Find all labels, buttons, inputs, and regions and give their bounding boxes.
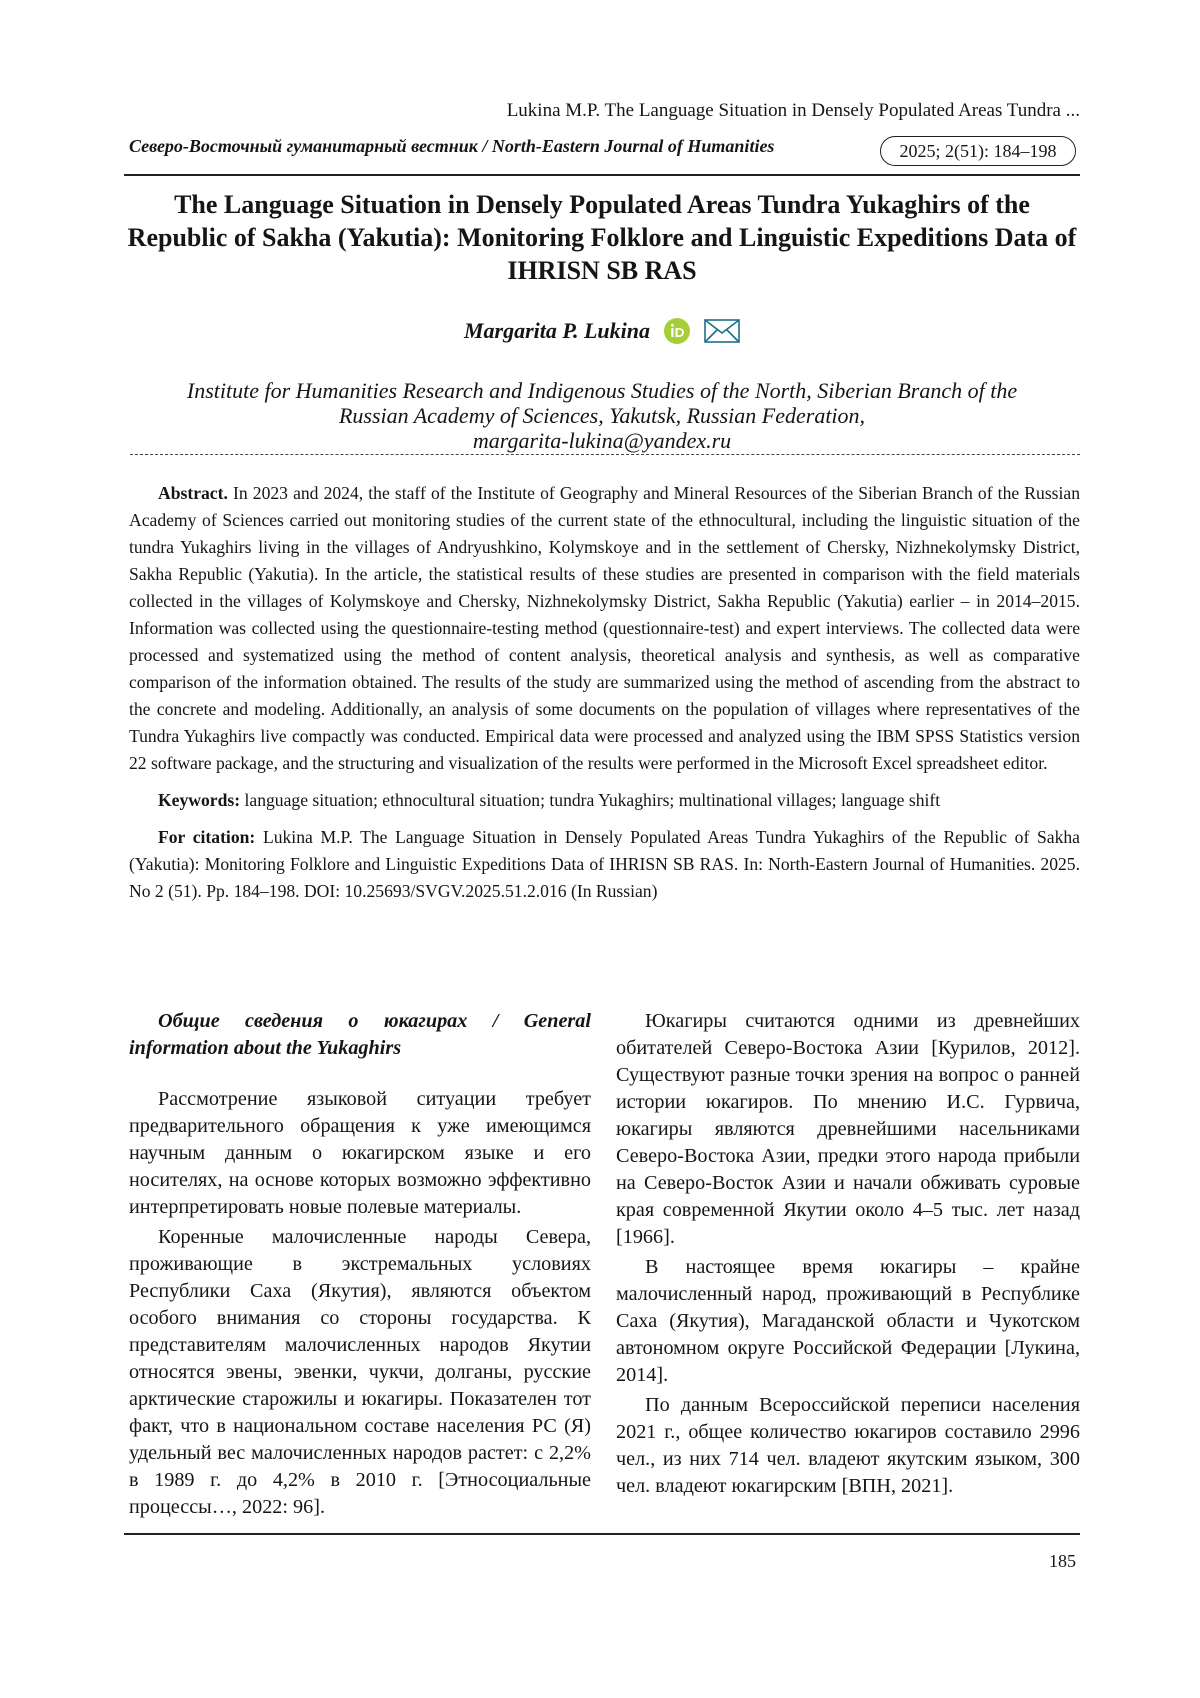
section-heading: Общие сведения о юкагирах / General information about the Yukaghirs: [129, 1010, 591, 1059]
article-title: The Language Situation in Densely Populated Areas Tundra Yukaghirs of the Republic of Sakha (Yakutia): Monitoring Folklore and Linguistic Expeditions Data of IHRISN SB RAS: [127, 190, 1077, 285]
body-paragraph: По данным Всероссийской переписи населения 2021 г., общее количество юкагиров составило 2996 чел., из них 714 чел. владеют якутским языком, 300 чел. владеют юкагирским [ВПН, 2021].: [616, 1394, 1080, 1497]
left-column: [129, 1008, 591, 1524]
orcid-icon[interactable]: [664, 318, 690, 344]
body-paragraph: Юкагиры считаются одними из древнейших обитателей Северо-Востока Азии [Курилов, 2012]. Существуют разные точки зрения на вопрос о ранней истории юкагиров. По мнению И.С. Гурвича, юкагиры являются древнейшими насельниками Северо-Востока Азии, предки этого народа прибыли на Северо-Восток Азии и начали обживать суровые края современной Якутии около 4–5 тыс. лет назад [1966].: [616, 1010, 1080, 1248]
abstract-label: Abstract.: [158, 483, 228, 503]
body-paragraph: В настоящее время юкагиры – крайне малочисленный народ, проживающий в Республике Саха (Якутия), Магаданской области и Чукотском автономном округе Российской Федерации [Лукина, 2014].: [616, 1256, 1080, 1386]
affiliation: [124, 378, 1080, 453]
keywords-text: language situation; ethnocultural situation; tundra Yukaghirs; multinational villages; language shift: [244, 790, 941, 810]
affiliation-org: Institute for Humanities Research and Indigenous Studies of the North, Siberian Branch of the Russian Academy of Sciences, Yakutsk, Russian Federation,: [186, 378, 1018, 428]
citation-label: For citation:: [158, 827, 256, 847]
right-column: [616, 1008, 1080, 1503]
keywords: [129, 787, 1080, 814]
citation: [129, 824, 1080, 905]
page-number: 185: [1049, 1551, 1076, 1571]
author-row: [124, 318, 1080, 344]
issue-badge: 2025; 2(51): 184–198: [880, 136, 1076, 166]
header-rule: [124, 174, 1080, 176]
affiliation-email[interactable]: margarita-lukina@yandex.ru: [472, 428, 732, 453]
abstract: [129, 480, 1080, 777]
dashed-divider: [130, 454, 1080, 455]
footer-rule: [124, 1533, 1080, 1535]
citation-text: Lukina M.P. The Language Situation in Densely Populated Areas Tundra Yukaghirs of the Republic of Sakha (Yakutia): Monitoring Folklore and Linguistic Expeditions Data of IHRISN SB RAS. In: North-Eastern Journal of Humanities. 2025. No 2 (51). Pp. 184–198. DOI: 10.25693/SVGV.2025.51.2.016 (In Russian): [129, 827, 1080, 901]
author-name: Margarita P. Lukina: [463, 318, 651, 343]
journal-name: Северо-Восточный гуманитарный вестник / North-Eastern Journal of Humanities: [129, 136, 775, 156]
running-title: Lukina M.P. The Language Situation in Densely Populated Areas Tundra ...: [506, 100, 1080, 121]
body-paragraph: Коренные малочисленные народы Севера, проживающие в экстремальных условиях Республики Саха (Якутия), являются объектом особого внимания со стороны государства. К представителям малочисленных народов Якутии относятся эвены, эвенки, чукчи, долганы, русские арктические старожилы и юкагиры. Показателен тот факт, что в национальном составе населения РС (Я) удельный вес малочисленных народов растет: с 2,2% в 1989 г. до 4,2% в 2010 г. [Этносоциальные процессы…, 2022: 96].: [129, 1226, 591, 1518]
abstract-section: [129, 480, 1080, 915]
abstract-text: In 2023 and 2024, the staff of the Institute of Geography and Mineral Resources of the Siberian Branch of the Russian Academy of Sciences carried out monitoring studies of the current state of the ethnocultural, including the linguistic situation of the tundra Yukaghirs living in the villages of Andryushkino, Kolymskoye and in the settlement of Chersky, Nizhnekolymsky District, Sakha Republic (Yakutia). In the article, the statistical results of these studies are presented in comparison with the field materials collected in the villages of Kolymskoye and Chersky, Nizhnekolymsky District, Sakha Republic (Yakutia) earlier – in 2014–2015. Information was collected using the questionnaire-testing method (questionnaire-test) and expert interviews. The collected data were processed and systematized using the method of content analysis, theoretical analysis and synthesis, as well as comparative comparison of the information obtained. The results of the study are summarized using the method of ascending from the abstract to the concrete and modeling. Additionally, an analysis of some documents on the population of villages where representatives of the Tundra Yukaghirs live compactly was conducted. Empirical data were processed and analyzed using the IBM SPSS Statistics version 22 software package, and the structuring and visualization of the results were performed in the Microsoft Excel spreadsheet editor.: [129, 483, 1081, 773]
keywords-label: Keywords:: [158, 790, 241, 810]
body-paragraph: Рассмотрение языковой ситуации требует предварительного обращения к уже имеющимся научным данным о юкагирском языке и его носителях, на основе которых возможно эффективно интерпретировать новые полевые материалы.: [129, 1088, 591, 1218]
mail-icon[interactable]: [704, 319, 740, 343]
